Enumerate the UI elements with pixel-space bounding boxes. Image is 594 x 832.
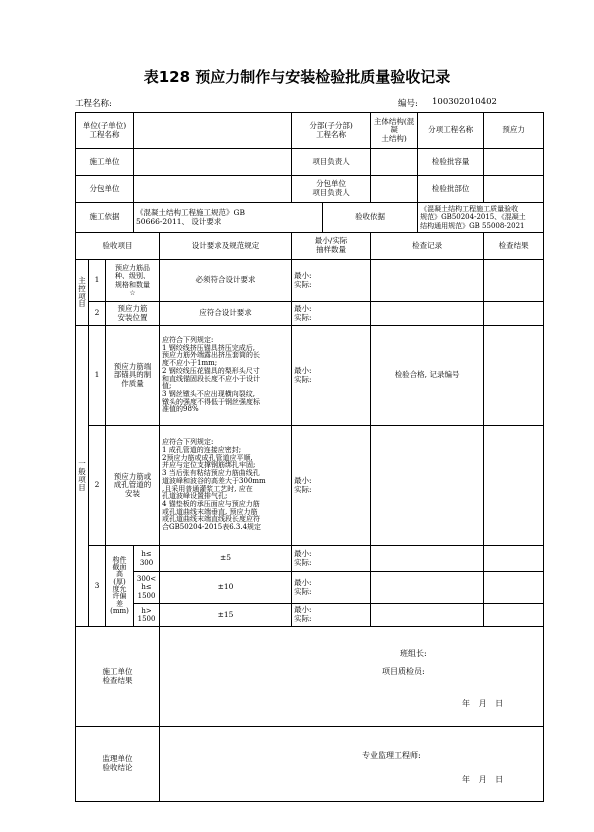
general-sample-3a[interactable]: 最小: 实际: xyxy=(292,546,371,572)
main-control-sample-2[interactable]: 最小: 实际: xyxy=(292,302,371,326)
header-row-basis xyxy=(76,203,544,233)
sub-project-value[interactable]: 主体结构(混凝 土结构) xyxy=(371,113,418,149)
general-row-3b xyxy=(76,572,544,604)
construction-date-label: 年 月 日 xyxy=(462,699,504,708)
general-row-2 xyxy=(76,426,544,546)
general-item-1: 预应力筋端 部锚具的制 作质量 xyxy=(106,326,160,426)
main-control-item-1: 预应力筋品 种、级别、 规格和数量 ☆ xyxy=(106,260,160,302)
main-control-record-2[interactable] xyxy=(371,302,484,326)
supervision-row xyxy=(76,727,544,802)
general-design-3a: ±5 xyxy=(160,546,292,572)
acceptance-basis-label: 验收依据 xyxy=(323,203,418,233)
acceptance-basis-value: 《混凝土结构工程施工质量验收 规范》GB50204-2015、《混凝土 结构通用规范》GB 55008-2021 xyxy=(418,203,544,233)
general-item-2: 预应力筋或 成孔管道的 安装 xyxy=(106,426,160,546)
main-control-result-1[interactable] xyxy=(484,260,544,302)
team-leader-label: 班组长: xyxy=(400,649,427,658)
general-no-3: 3 xyxy=(89,546,106,627)
general-result-3a[interactable] xyxy=(484,546,544,572)
general-design-2: 应符合下列规定: 1 成孔管道的连接应密封; 2预应力筋或成孔管道应平顺, 并应与定位支撑钢筋绑扎牢固; 3 当后张有粘结预应力筋曲线孔 道波峰和波谷的高差大于300mm ,且采用普通灌浆工艺时, 应在 孔道波峰设置排气孔; 4 锚垫板的承压面应与预应力筋 或孔道曲线末端垂直, 预应力筋 或孔道曲线末端直线段长度应符 合GB50204-2015表6.3.4规定 xyxy=(160,426,292,546)
unit-project-label: 单位(子单位) 工程名称 xyxy=(76,113,134,149)
batch-location-label: 检验批部位 xyxy=(418,176,484,203)
general-design-3c: ±15 xyxy=(160,604,292,627)
code-value: 100302010402 xyxy=(432,97,497,107)
project-manager-value[interactable] xyxy=(371,149,418,176)
general-range-3c: h> 1500 xyxy=(134,604,160,627)
header-row-construction xyxy=(76,149,544,176)
general-record-3b[interactable] xyxy=(371,572,484,604)
main-control-label: 主 控 项 目 xyxy=(76,260,89,326)
code-label: 编号: xyxy=(398,99,418,109)
col-min-sample: 最小/实际 抽样数量 xyxy=(292,233,371,260)
item-project-value[interactable]: 预应力 xyxy=(484,113,544,149)
supervision-area[interactable] xyxy=(160,727,544,802)
unit-project-value[interactable] xyxy=(134,113,292,149)
main-control-no-2: 2 xyxy=(89,302,106,326)
project-manager-label: 项目负责人 xyxy=(292,149,371,176)
general-no-2: 2 xyxy=(89,426,106,546)
general-result-2[interactable] xyxy=(484,426,544,546)
basis-label: 施工依据 xyxy=(76,203,134,233)
general-design-1: 应符合下列规定: 1 钢绞线挤压锚具挤压完成后, 预应力筋外端露出挤压套筒的长 度不应小于1mm; 2 钢绞线压花锚具的梨形头尺寸 和直线锚固段长度不应小于设计 值; 3 钢丝镦头不应出现横向裂纹, 镦头的强度不得低于钢丝强度标 准值的98% xyxy=(160,326,292,426)
main-control-result-2[interactable] xyxy=(484,302,544,326)
general-row-3c xyxy=(76,604,544,627)
construction-check-area[interactable] xyxy=(160,627,544,727)
general-result-1[interactable] xyxy=(484,326,544,426)
col-design: 设计要求及规范规定 xyxy=(160,233,292,260)
supervision-label: 监理单位 验收结论 xyxy=(76,727,160,802)
general-record-2[interactable] xyxy=(371,426,484,546)
subcontract-unit-value[interactable] xyxy=(134,176,292,203)
main-control-row-2 xyxy=(76,302,544,326)
batch-capacity-label: 检验批容量 xyxy=(418,149,484,176)
construction-unit-label: 施工单位 xyxy=(76,149,134,176)
general-record-3c[interactable] xyxy=(371,604,484,627)
general-item-3: 构件 截面 高 (厚) 度允 许偏 差 (mm) xyxy=(106,546,134,627)
batch-location-value[interactable] xyxy=(484,176,544,203)
sub-project-label: 分部(子分部) 工程名称 xyxy=(292,113,371,149)
column-header-row xyxy=(76,233,544,260)
basis-value: 《混凝土结构工程施工规范》GB 50666-2011、 设计要求 xyxy=(134,203,323,233)
main-control-design-2: 应符合设计要求 xyxy=(160,302,292,326)
subcontract-unit-label: 分包单位 xyxy=(76,176,134,203)
batch-capacity-value[interactable] xyxy=(484,149,544,176)
general-range-3b: 300< h≤ 1500 xyxy=(134,572,160,604)
main-control-no-1: 1 xyxy=(89,260,106,302)
page-title: 表128 预应力制作与安装检验批质量验收记录 xyxy=(143,68,451,86)
construction-unit-value[interactable] xyxy=(134,149,292,176)
main-control-record-1[interactable] xyxy=(371,260,484,302)
supervision-engineer-label: 专业监理工程师: xyxy=(362,751,421,760)
construction-check-row xyxy=(76,627,544,727)
main-control-design-1: 必须符合设计要求 xyxy=(160,260,292,302)
general-row-3a xyxy=(76,546,544,572)
header-row-subcontract xyxy=(76,176,544,203)
general-design-3b: ±10 xyxy=(160,572,292,604)
supervision-date-label: 年 月 日 xyxy=(462,775,504,784)
general-row-1 xyxy=(76,326,544,426)
general-no-1: 1 xyxy=(89,326,106,426)
header-row-unit xyxy=(76,113,544,149)
subcontract-manager-value[interactable] xyxy=(371,176,418,203)
general-range-3a: h≤ 300 xyxy=(134,546,160,572)
general-sample-3b[interactable]: 最小: 实际: xyxy=(292,572,371,604)
construction-check-label: 施工单位 检查结果 xyxy=(76,627,160,727)
main-control-item-2: 预应力筋 安装位置 xyxy=(106,302,160,326)
general-record-3a[interactable] xyxy=(371,546,484,572)
general-sample-2[interactable]: 最小: 实际: xyxy=(292,426,371,546)
main-control-row-1 xyxy=(76,260,544,302)
general-sample-1[interactable]: 最小: 实际: xyxy=(292,326,371,426)
inspection-table xyxy=(75,112,544,802)
general-record-1[interactable]: 检验合格, 记录编号 xyxy=(371,326,484,426)
col-record: 检查记录 xyxy=(371,233,484,260)
general-result-3c[interactable] xyxy=(484,604,544,627)
quality-inspector-label: 项目质检员: xyxy=(382,667,425,676)
general-result-3b[interactable] xyxy=(484,572,544,604)
subcontract-manager-label: 分包单位 项目负责人 xyxy=(292,176,371,203)
general-sample-3c[interactable]: 最小: 实际: xyxy=(292,604,371,627)
main-control-sample-1[interactable]: 最小: 实际: xyxy=(292,260,371,302)
col-result: 检查结果 xyxy=(484,233,544,260)
item-project-label: 分项工程名称 xyxy=(418,113,484,149)
project-name-label: 工程名称: xyxy=(75,99,112,109)
general-label: 一 般 项 目 xyxy=(76,326,89,627)
col-item: 验收项目 xyxy=(76,233,160,260)
